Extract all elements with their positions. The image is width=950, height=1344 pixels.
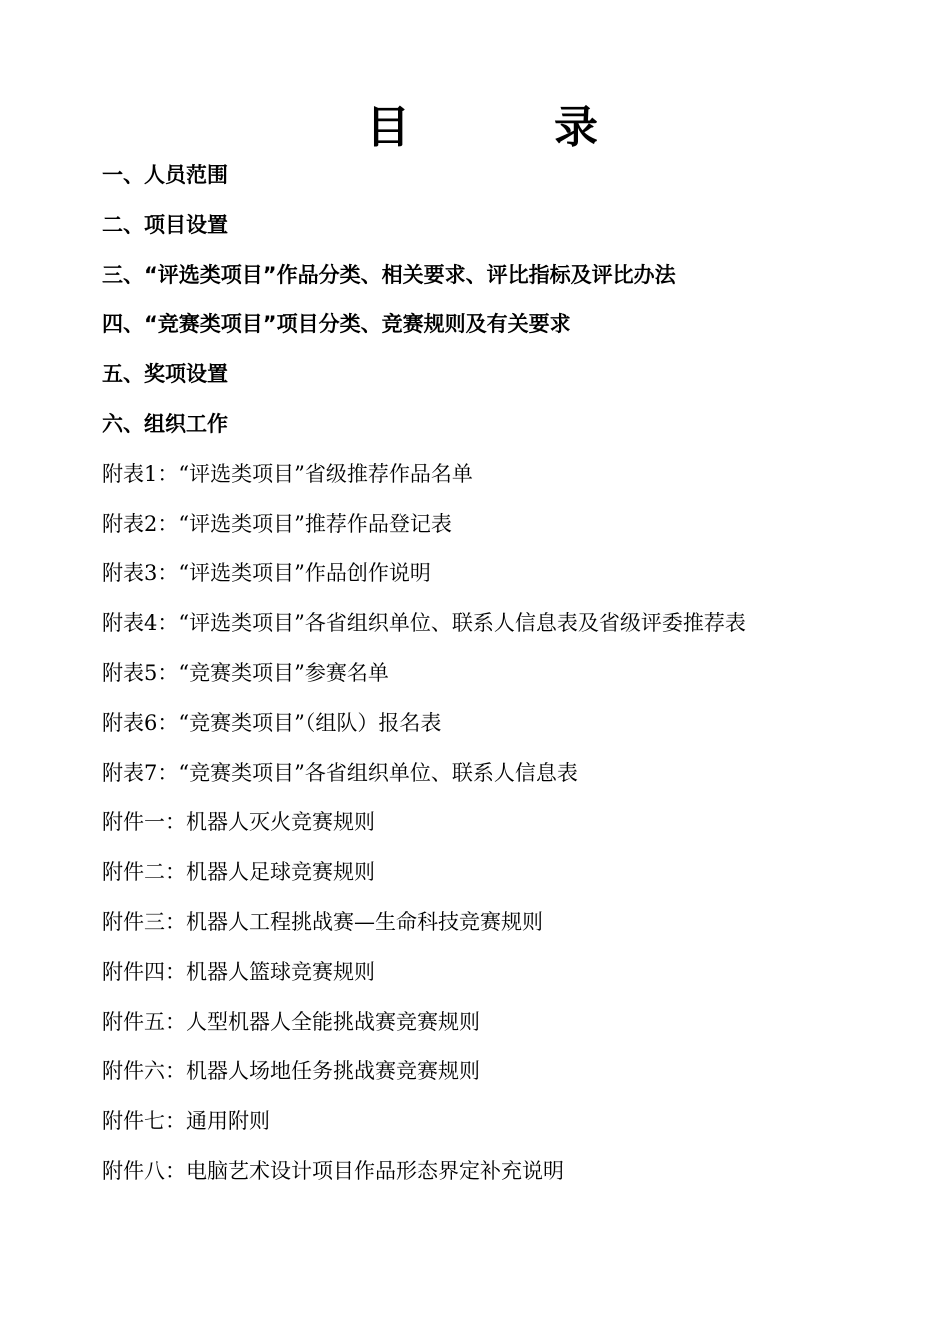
title-char-1: 目 bbox=[366, 102, 410, 153]
page-title bbox=[0, 98, 950, 158]
toc-appendix: 附件五：人型机器人全能挑战赛竞赛规则 bbox=[102, 1009, 480, 1034]
toc-section: 四、“竞赛类项目”项目分类、竞赛规则及有关要求 bbox=[102, 312, 571, 337]
toc-appendix: 附件二：机器人足球竞赛规则 bbox=[102, 860, 375, 885]
toc-appendix: 附件四：机器人篮球竞赛规则 bbox=[102, 959, 375, 984]
toc-appendix: 附表1：“评选类项目”省级推荐作品名单 bbox=[102, 461, 473, 486]
toc-appendix: 附件一：机器人灭火竞赛规则 bbox=[102, 810, 375, 835]
toc-appendix: 附表6：“竞赛类项目”（组队）报名表 bbox=[102, 710, 442, 735]
toc-appendix: 附表7：“竞赛类项目”各省组织单位、联系人信息表 bbox=[102, 760, 578, 785]
toc-section: 二、项目设置 bbox=[102, 212, 228, 237]
toc-appendix: 附表5：“竞赛类项目”参赛名单 bbox=[102, 660, 389, 685]
toc-section: 三、“评选类项目”作品分类、相关要求、评比指标及评比办法 bbox=[102, 262, 676, 287]
toc-appendix: 附件七：通用附则 bbox=[102, 1109, 270, 1134]
toc-appendix: 附表3：“评选类项目”作品创作说明 bbox=[102, 561, 431, 586]
title-char-2: 录 bbox=[554, 102, 598, 153]
toc-appendix: 附件八：电脑艺术设计项目作品形态界定补充说明 bbox=[102, 1158, 564, 1183]
toc-section: 六、组织工作 bbox=[102, 411, 228, 436]
toc-section: 五、奖项设置 bbox=[102, 362, 228, 387]
toc-section: 一、人员范围 bbox=[102, 163, 228, 187]
toc-appendix: 附件六：机器人场地任务挑战赛竞赛规则 bbox=[102, 1059, 480, 1084]
toc-appendix: 附表2：“评选类项目”推荐作品登记表 bbox=[102, 511, 452, 536]
table-of-contents bbox=[102, 155, 902, 1201]
toc-appendix: 附表4：“评选类项目”各省组织单位、联系人信息表及省级评委推荐表 bbox=[102, 611, 746, 636]
toc-appendix: 附件三：机器人工程挑战赛—生命科技竞赛规则 bbox=[102, 909, 543, 934]
